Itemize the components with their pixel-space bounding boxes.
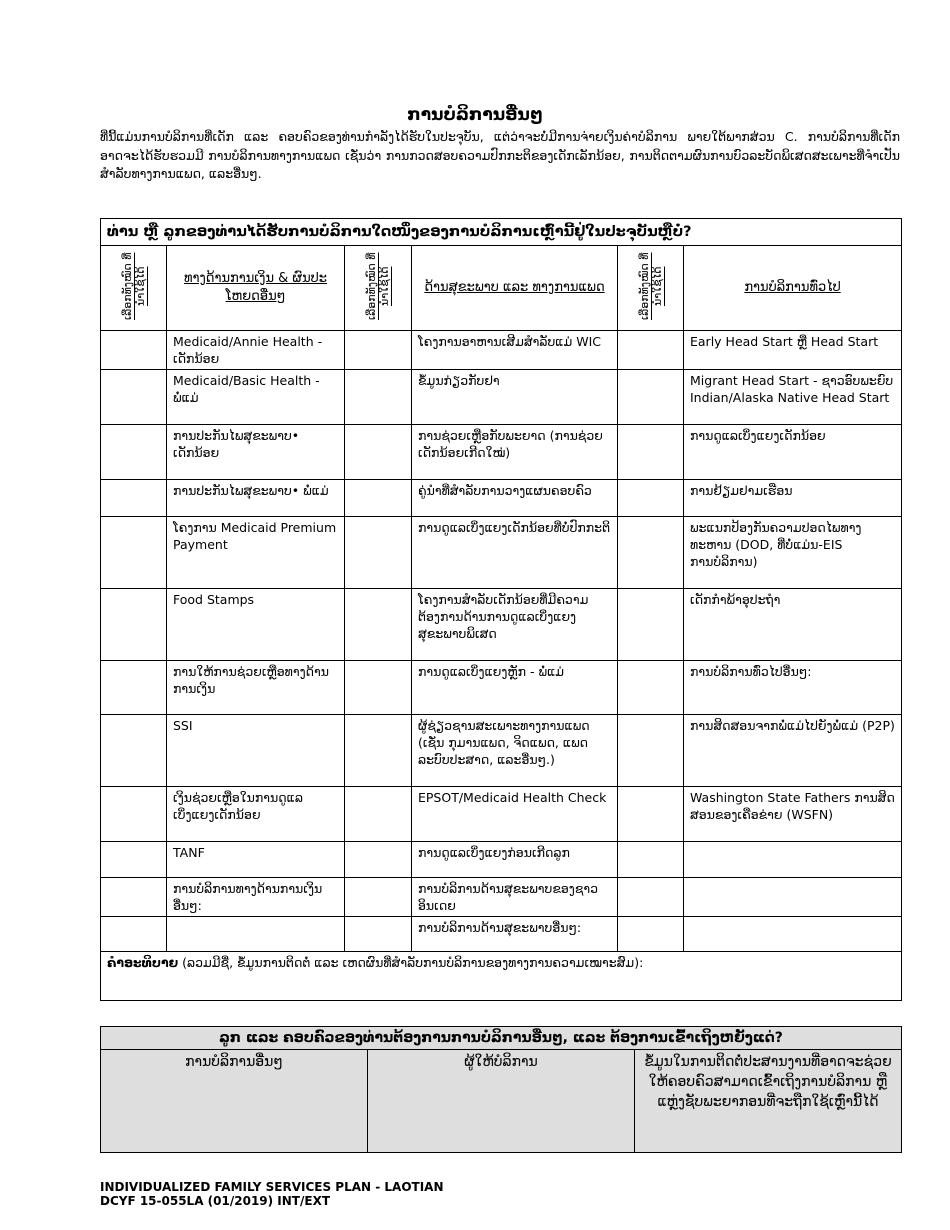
checkbox-cell[interactable] xyxy=(345,661,412,715)
checkbox-cell[interactable] xyxy=(345,715,412,787)
checkbox-cell[interactable] xyxy=(618,589,684,661)
checkbox-cell[interactable] xyxy=(101,787,167,842)
table-row xyxy=(101,425,902,480)
financial-service-cell: ໂຄງການ Medicaid Premium Payment xyxy=(167,517,345,589)
financial-service-cell: Medicaid/Basic Health - ພໍ່ແມ່ xyxy=(167,370,345,425)
checkbox-cell[interactable] xyxy=(101,425,167,480)
table-row xyxy=(101,842,902,878)
checkbox-cell[interactable] xyxy=(618,661,684,715)
general-service-cell: ການສິດສອນຈາກພໍ່ແມ່ໄປຍັງພໍ່ແມ່ (P2P) xyxy=(684,715,902,787)
table-row xyxy=(101,589,902,661)
checkbox-cell[interactable] xyxy=(618,917,684,952)
health-service-cell: ໂຄງການອາຫານເສີມສຳລັບແມ່ WIC xyxy=(412,331,618,370)
checkbox-cell[interactable] xyxy=(101,715,167,787)
checkbox-cell[interactable] xyxy=(101,480,167,517)
checkbox-cell[interactable] xyxy=(345,331,412,370)
form-number: DCYF 15-055LA (01/2019) INT/EXT xyxy=(100,1194,331,1208)
health-service-cell: ຜູ້ຊ່ຽວຊານສະເພາະທາງການແພດ (ເຊັ່ນ ກຸມານແພດ, ຈິດແພດ, ແພດລະບົບປະສາດ, ແລະອື່ນໆ.) xyxy=(412,715,618,787)
financial-service-cell: Food Stamps xyxy=(167,589,345,661)
check-all-label: ເລືອກທັງໝົດ ທີ່ນຳໃຊ້ໄດ້ xyxy=(637,252,664,320)
health-medical-header xyxy=(412,246,618,331)
checkbox-cell[interactable] xyxy=(345,480,412,517)
checkbox-cell[interactable] xyxy=(345,842,412,878)
financial-service-cell: ການໃຫ້ການຊ່ວຍເຫຼືອທາງດ້ານການເງິນ xyxy=(167,661,345,715)
current-services-table xyxy=(100,218,902,1001)
checkbox-cell[interactable] xyxy=(618,480,684,517)
financial-service-cell: ເງິນຊ່ວຍເຫຼືອໃນການດູແລເບິ່ງແຍງເດັກນ້ອຍ xyxy=(167,787,345,842)
general-service-cell: ເດັກກຳພ້າອຸປະຖໍາ xyxy=(684,589,902,661)
checkbox-cell[interactable] xyxy=(345,878,412,917)
financial-benefits-header xyxy=(167,246,345,331)
check-all-header-2 xyxy=(345,246,412,331)
checkbox-cell[interactable] xyxy=(618,878,684,917)
general-service-cell: Migrant Head Start - ຊາວອົບພະຍົບ Indian/Alaska Native Head Start xyxy=(684,370,902,425)
general-service-cell xyxy=(684,842,902,878)
health-medical-header-text: ດ້ານສຸຂະພາບ ແລະ ທາງການແພດ xyxy=(424,280,605,295)
other-services-column: ການບໍລິການອື່ນໆ xyxy=(101,1050,368,1153)
general-service-cell: ການບໍລິການທົ່ວໄປອື່ນໆ: xyxy=(684,661,902,715)
financial-service-cell: ການບໍລິການທາງດ້ານການເງິນອື່ນໆ: xyxy=(167,878,345,917)
health-service-cell: ຂໍ້ມູນກ່ຽວກັບຢາ xyxy=(412,370,618,425)
other-services-needed-table xyxy=(100,1026,902,1153)
general-service-cell: ພະແນກປ້ອງກັນຄວາມປອດໄພທາງທະຫານ (DOD, ທີ່ບໍ່ແມ່ນ-EIS ການບໍລິການ) xyxy=(684,517,902,589)
financial-benefits-header-text: ທາງດ້ານການເງິນ & ຜົນປະໂຫຍດອື່ນໆ xyxy=(183,271,328,304)
checkbox-cell[interactable] xyxy=(345,370,412,425)
health-service-cell: ໂຄງການສຳລັບເດັກນ້ອຍທີ່ມີຄວາມຕ້ອງການດ້ານການດູແລເບິ່ງແຍງສຸຂະພາບພິເສດ xyxy=(412,589,618,661)
table-row xyxy=(101,517,902,589)
notes-field[interactable] xyxy=(101,952,902,1001)
checkbox-cell[interactable] xyxy=(101,589,167,661)
form-name: INDIVIDUALIZED FAMILY SERVICES PLAN - LAOTIAN xyxy=(100,1180,444,1194)
checkbox-cell[interactable] xyxy=(101,661,167,715)
intro-paragraph: ທີ່ນີ້ແມ່ນການບໍລິການທີ່ເດັກ ແລະ ຄອບຄົວຂອງທ່ານກຳລັງໄດ້ຮັບໃນປະຈຸບັນ, ແຕ່ວ່າຈະບໍ່ມີການຈ່າຍເງິນຄ່າບໍລິການ ພາຍໃຕ້ພາກສ່ວນ C. ການບໍລິການທີ່ເດັກອາດຈະໄດ້ຮັບຮວມມີ ການບໍລິການທາງການແພດ ເຊັ່ນວ່າ ການກວດສອບຄວາມປົກກະຕິຂອງເດັກເລັກນ້ອຍ, ການຕິດຕາມຜົນການບົວລະບັດພິເສດສະເພາະທີ່ຈຳເປັນ ສຳລັບທາງການແພດ, ແລະອື່ນໆ. xyxy=(100,129,900,181)
checkbox-cell[interactable] xyxy=(345,425,412,480)
table-row xyxy=(101,787,902,842)
form-footer xyxy=(100,1180,444,1208)
table-row xyxy=(101,715,902,787)
notes-label: ຄຳອະທິບາຍ xyxy=(107,955,179,970)
general-services-header xyxy=(684,246,902,331)
check-all-header-3 xyxy=(618,246,684,331)
checkbox-cell[interactable] xyxy=(101,370,167,425)
general-service-cell: Washington State Fathers ການສິດສອນຂອງເຄືອຂ່າຍ (WSFN) xyxy=(684,787,902,842)
coordination-info-column: ຂໍ້ມູນໃນການຕິດຕໍ່ປະສານງານທີ່ອາດຈະຊ່ວຍໃຫ້ຄອບຄົວສາມາດເຂົ້າເຖິງການບໍລິການ ຫຼື ແຫຼ່ງຊັບພະຍາກອນທີ່ຈະຖືກໃຊ້ເຫຼົ່ານີ້ໄດ້ xyxy=(635,1050,902,1153)
services-column-headers xyxy=(101,246,902,331)
table-row xyxy=(101,661,902,715)
table-row xyxy=(101,370,902,425)
check-all-label: ເລືອກທັງໝົດ ທີ່ນຳໃຊ້ໄດ້ xyxy=(365,252,391,320)
financial-service-cell: Medicaid/Annie Health - ເດັກນ້ອຍ xyxy=(167,331,345,370)
financial-service-cell: ການປະກັນໄພສຸຂະພາບ• ເດັກນ້ອຍ xyxy=(167,425,345,480)
check-all-header-1 xyxy=(101,246,167,331)
table-row xyxy=(101,331,902,370)
checkbox-cell[interactable] xyxy=(618,425,684,480)
financial-service-cell: TANF xyxy=(167,842,345,878)
checkbox-cell[interactable] xyxy=(101,917,167,952)
health-service-cell: ການບໍລິການດ້ານສຸຂະພາບອື່ນໆ: xyxy=(412,917,618,952)
table-row xyxy=(101,917,902,952)
general-service-cell: ການດູແລເບິ່ງແຍງເດັກນ້ອຍ xyxy=(684,425,902,480)
checkbox-cell[interactable] xyxy=(101,517,167,589)
checkbox-cell[interactable] xyxy=(618,842,684,878)
page-title: ການບໍລິການອື່ນໆ xyxy=(407,105,543,125)
checkbox-cell[interactable] xyxy=(345,589,412,661)
health-service-cell: ການດູແລເບິ່ງແຍງເດັກນ້ອຍທີ່ບໍ່ປົກກະຕິ xyxy=(412,517,618,589)
other-services-question: ລູກ ແລະ ຄອບຄົວຂອງທ່ານຕ້ອງການການບໍລິການອື່ນໆ, ແລະ ຕ້ອງການເຂົ້າເຖິງຫຍັງແດ່? xyxy=(101,1027,902,1050)
general-service-cell xyxy=(684,878,902,917)
checkbox-cell[interactable] xyxy=(101,331,167,370)
checkbox-cell[interactable] xyxy=(618,370,684,425)
checkbox-cell[interactable] xyxy=(101,842,167,878)
checkbox-cell[interactable] xyxy=(618,517,684,589)
general-service-cell: ການຢ້ຽມຢາມເຮືອນ xyxy=(684,480,902,517)
health-service-cell: ການບໍລິການດ້ານສຸຂະພາບຂອງຊາວອິນເດຍ xyxy=(412,878,618,917)
checkbox-cell[interactable] xyxy=(101,878,167,917)
general-services-header-text: ການບໍລິການທົ່ວໄປ xyxy=(744,280,841,295)
health-service-cell: ຄູ່ນຳທີ່ສຳລັບການວາງແຜນຄອບຄົວ xyxy=(412,480,618,517)
services-question: ທ່ານ ຫຼື ລູກຂອງທ່ານໄດ້ຮັບການບໍລິການໃດໜຶ່ງຂອງການບໍລິການເຫຼົ່ານີ້ຢູ່ໃນປະຈຸບັນຫຼືບໍ່? xyxy=(101,219,902,246)
financial-service-cell: ການປະກັນໄພສຸຂະພາບ• ພໍ່ແມ່ xyxy=(167,480,345,517)
health-service-cell: ການດູແລເບິ່ງແຍງກ່ອນເກີດລູກ xyxy=(412,842,618,878)
financial-service-cell: SSI xyxy=(167,715,345,787)
financial-service-cell xyxy=(167,917,345,952)
general-service-cell xyxy=(684,917,902,952)
service-provider-column: ຜູ້ໃຫ້ບໍລິການ xyxy=(368,1050,635,1153)
checkbox-cell[interactable] xyxy=(618,787,684,842)
general-service-cell: Early Head Start ຫຼື Head Start xyxy=(684,331,902,370)
checkbox-cell[interactable] xyxy=(618,331,684,370)
check-all-label: ເລືອກທັງໝົດ ທີ່ນຳໃຊ້ໄດ້ xyxy=(120,252,147,320)
health-service-cell: ການຊ່ວຍເຫຼືອກັບພະຍາດ (ການຊ່ວຍເດັກນ້ອຍເກີດໃໝ່) xyxy=(412,425,618,480)
table-row xyxy=(101,480,902,517)
health-service-cell: ການດູແລເບິ່ງແຍງຫຼັກ - ພໍ່ແມ່ xyxy=(412,661,618,715)
checkbox-cell[interactable] xyxy=(345,917,412,952)
table-row xyxy=(101,878,902,917)
checkbox-cell[interactable] xyxy=(345,517,412,589)
checkbox-cell[interactable] xyxy=(618,715,684,787)
checkbox-cell[interactable] xyxy=(345,787,412,842)
notes-instructions: (ລວມມີຊື່, ຂໍ້ມູນການຕິດຕໍ່ ແລະ ເຫດຜົນທີ່ສຳລັບການບໍລິການຂອງທາງການຄວາມເໝາະສົມ): xyxy=(182,955,644,970)
health-service-cell: EPSOT/Medicaid Health Check xyxy=(412,787,618,842)
